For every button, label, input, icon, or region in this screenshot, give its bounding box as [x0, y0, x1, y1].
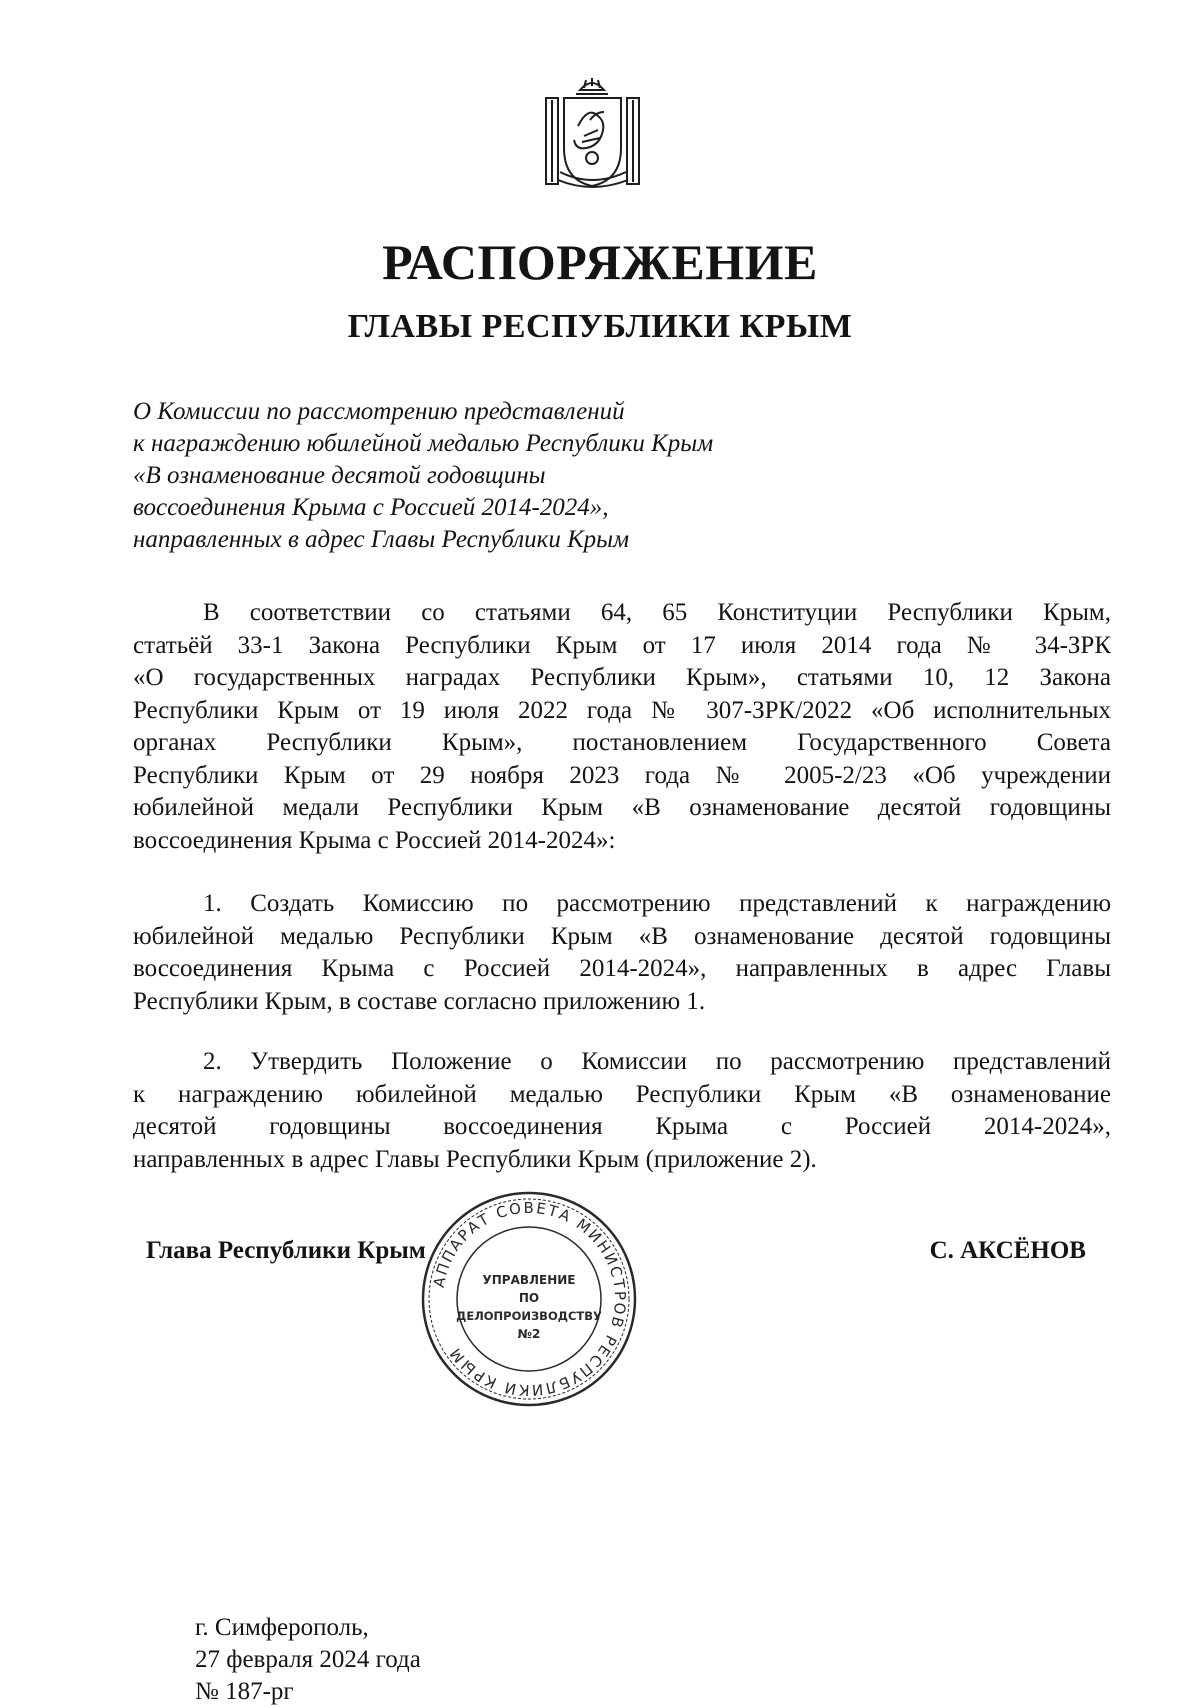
preamble-line: Республики Крым от 19 июля 2022 года № 307-ЗРК/2022 «Об исполнительных: [133, 696, 1111, 724]
preamble-line: воссоединения Крыма с Россией 2014-2024»:: [133, 826, 616, 854]
issue-date: 27 февраля 2024 года: [195, 1646, 421, 1673]
preamble-line: Республики Крым от 29 ноября 2023 года № 2005-2/23 «Об учреждении: [133, 761, 1111, 789]
subject-line: к награждению юбилейной медалью Республики Крым: [133, 430, 714, 457]
item-line: 1. Создать Комиссию по рассмотрению представлений к награждению: [203, 890, 1111, 917]
preamble-paragraph: [133, 597, 1111, 857]
item-line: воссоединения Крыма с Россией 2014-2024», направленных в адрес Главы: [133, 955, 1111, 982]
document-footer: [195, 1612, 421, 1708]
document-title: РАСПОРЯЖЕНИЕ: [382, 234, 818, 290]
stamp-ring-text: АППАРАТ СОВЕТА МИНИСТРОВ РЕСПУБЛИКИ КРЫМ: [429, 1198, 630, 1400]
coat-of-arms-icon: [540, 76, 645, 191]
official-stamp: [418, 1188, 640, 1410]
preamble-line: юбилейной медали Республики Крым «В ознаменование десятой годовщины: [133, 794, 1111, 821]
signatory-position: Глава Республики Крым: [146, 1237, 426, 1264]
subject-line: О Комиссии по рассмотрению представлений: [133, 398, 625, 425]
preamble-line: В соответствии со статьями 64, 65 Конституции Республики Крым,: [203, 599, 1111, 626]
document-subject: [133, 396, 713, 556]
item-line: юбилейной медалью Республики Крым «В ознаменование десятой годовщины: [133, 922, 1111, 950]
issue-city: г. Симферополь,: [195, 1614, 369, 1641]
stamp-center-line: УПРАВЛЕНИЕ: [482, 1273, 576, 1287]
document-subtitle: ГЛАВЫ РЕСПУБЛИКИ КРЫМ: [347, 308, 853, 345]
order-item-1: [133, 888, 1111, 1018]
stamp-center-line: ПО: [518, 1291, 540, 1305]
preamble-line: статьёй 33-1 Закона Республики Крым от 17 июля 2014 года № 34-ЗРК: [133, 631, 1111, 659]
order-item-2: [133, 1046, 1111, 1176]
preamble-line: органах Республики Крым», постановлением Государственного Совета: [133, 729, 1111, 756]
item-line: направленных в адрес Главы Республики Крым (приложение 2).: [133, 1145, 817, 1173]
subject-line: направленных в адрес Главы Республики Крым: [133, 526, 630, 553]
stamp-center-line: №2: [517, 1327, 541, 1341]
item-line: десятой годовщины воссоединения Крыма с Россией 2014-2024»,: [133, 1113, 1111, 1140]
item-line: Республики Крым, в составе согласно приложению 1.: [133, 987, 706, 1015]
document-number: № 187-рг: [195, 1678, 294, 1705]
signatory-name: С. АКСЁНОВ: [929, 1237, 1086, 1264]
stamp-center-line: ДЕЛОПРОИЗВОДСТВУ: [456, 1309, 602, 1323]
subject-line: «В ознаменование десятой годовщины: [133, 462, 546, 489]
preamble-line: «О государственных наградах Республики Крым», статьями 10, 12 Закона: [133, 664, 1111, 691]
item-line: 2. Утвердить Положение о Комиссии по рассмотрению представлений: [203, 1048, 1111, 1075]
subject-line: воссоединения Крыма с Россией 2014-2024»,: [133, 494, 609, 521]
item-line: к награждению юбилейной медалью Республики Крым «В ознаменование: [133, 1080, 1111, 1108]
